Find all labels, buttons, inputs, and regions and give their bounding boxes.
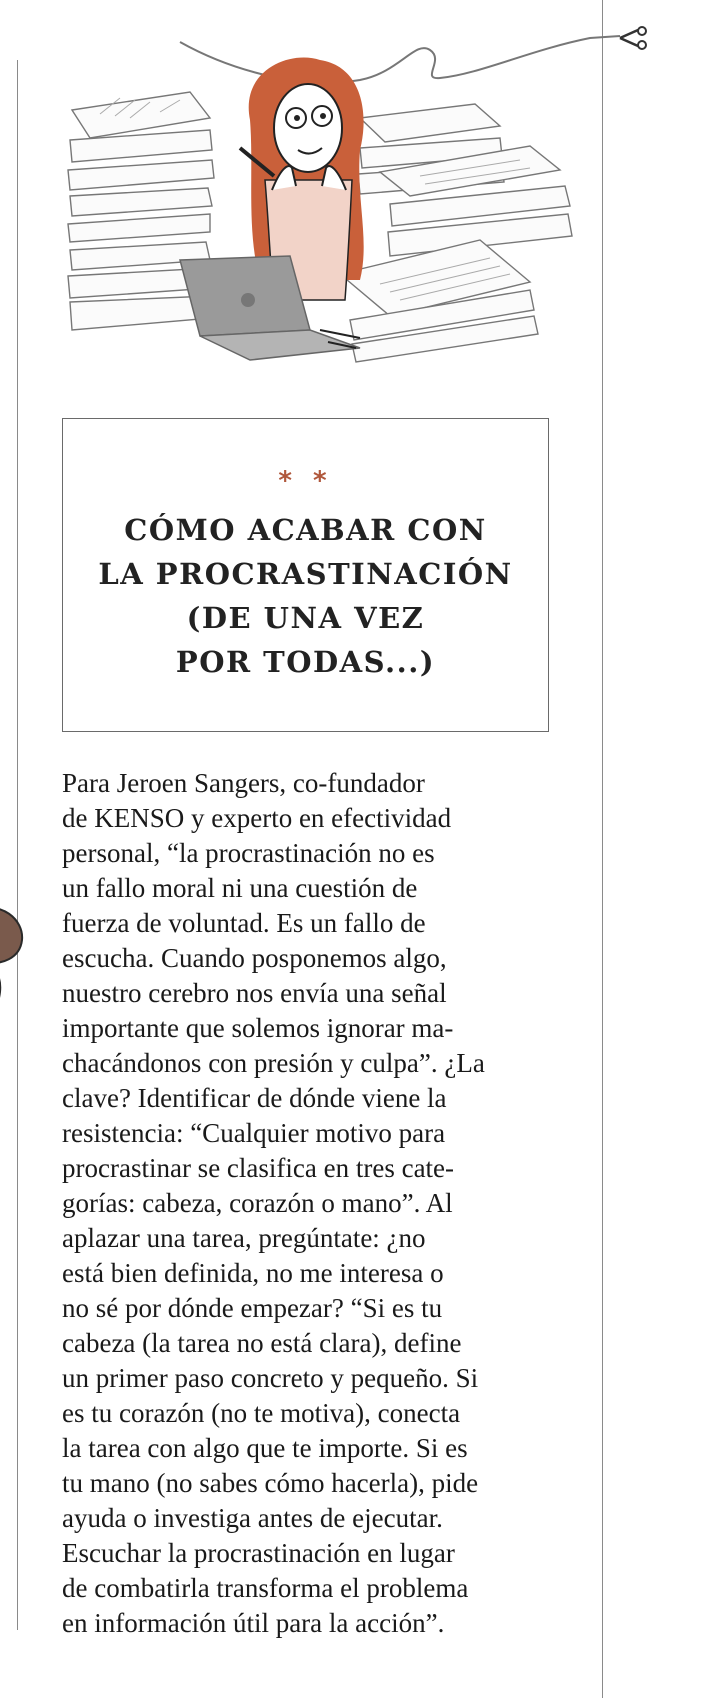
- body-line: está bien definida, no me interesa o: [62, 1258, 444, 1288]
- body-line: ayuda o investiga antes de ejecutar.: [62, 1503, 443, 1533]
- body-line: importante que solemos ignorar ma-: [62, 1013, 454, 1043]
- body-line: cabeza (la tarea no está clara), define: [62, 1328, 462, 1358]
- body-line: un primer paso concreto y pequeño. Si: [62, 1363, 479, 1393]
- left-column-rule: [17, 60, 18, 1630]
- body-line: en información útil para la acción”.: [62, 1608, 445, 1638]
- headline-box: [62, 418, 549, 732]
- body-line: de combatirla transforma el problema: [62, 1573, 469, 1603]
- article-title: CÓMO ACABAR CON LA PROCRASTINACIÓN (DE UNA VEZ POR TODAS...): [98, 513, 513, 679]
- edge-figure-illustration: [0, 900, 30, 1030]
- body-line: fuerza de voluntad. Es un fallo de: [62, 908, 426, 938]
- asterisk-ornament: * *: [278, 466, 333, 496]
- scissors-icon: [620, 27, 646, 49]
- body-line: es tu corazón (no te motiva), conecta: [62, 1398, 461, 1428]
- body-line: escucha. Cuando posponemos algo,: [62, 943, 447, 973]
- body-line: la tarea con algo que te importe. Si es: [62, 1433, 468, 1463]
- body-line: chacándonos con presión y culpa”. ¿La: [62, 1048, 485, 1078]
- body-line: de KENSO y experto en efectividad: [62, 803, 452, 833]
- body-line: nuestro cerebro nos envía una señal: [62, 978, 447, 1008]
- body-line: clave? Identificar de dónde viene la: [62, 1083, 447, 1113]
- article-body: [62, 766, 562, 1641]
- body-line: personal, “la procrastinación no es: [62, 838, 435, 868]
- body-line: gorías: cabeza, corazón o mano”. Al: [62, 1188, 453, 1218]
- body-line: un fallo moral ni una cuestión de: [62, 873, 418, 903]
- procrastination-illustration: [60, 0, 685, 390]
- body-line: resistencia: “Cualquier motivo para: [62, 1118, 446, 1148]
- body-line: tu mano (no sabes cómo hacerla), pide: [62, 1468, 479, 1498]
- body-line: Escuchar la procrastinación en lugar: [62, 1538, 455, 1568]
- body-line: no sé por dónde empezar? “Si es tu: [62, 1293, 443, 1323]
- body-line: procrastinar se clasifica en tres cate-: [62, 1153, 455, 1183]
- body-line: aplazar una tarea, pregúntate: ¿no: [62, 1223, 426, 1253]
- body-line: Para Jeroen Sangers, co-fundador: [62, 768, 425, 798]
